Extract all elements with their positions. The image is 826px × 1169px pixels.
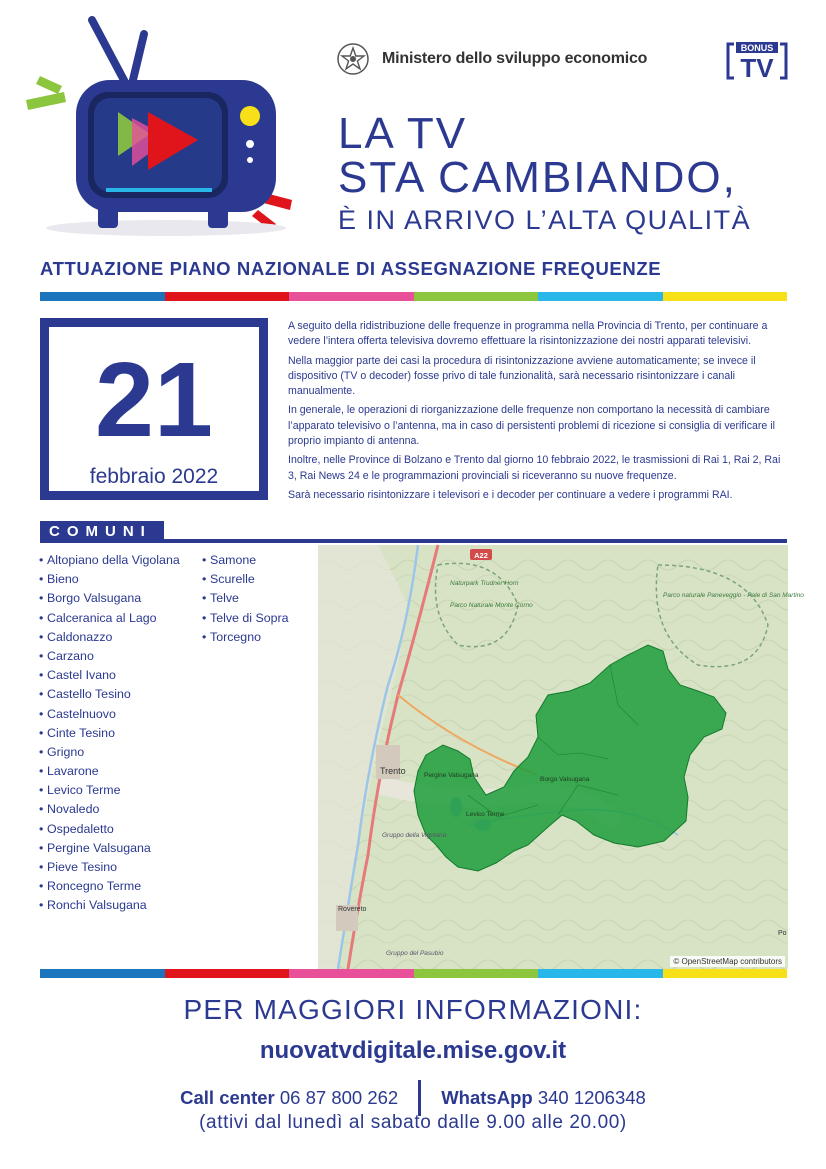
comune-item: • Ospedaletto	[39, 823, 189, 836]
bonus-small-text: BONUS	[740, 43, 774, 53]
comune-item: • Castello Tesino	[39, 688, 189, 701]
color-stripe-bottom	[40, 969, 787, 978]
comune-item: • Samone	[202, 554, 312, 567]
map-label-rovereto: Rovereto	[338, 906, 367, 913]
comune-item: • Roncegno Terme	[39, 880, 189, 893]
stripe-segment	[165, 969, 290, 978]
comuni-list-col1	[39, 554, 189, 919]
callcenter-label: Call center	[180, 1087, 275, 1108]
italian-emblem-icon	[336, 42, 370, 76]
info-paragraph: Inoltre, nelle Province di Bolzano e Trento dal giorno 10 febbraio 2022, le trasmissioni di Rai 1, Rai 2, Rai 3, Rai News 24 e le programmazioni provinciali si riceveranno su nuove frequenze.	[288, 454, 781, 482]
comune-item: • Cinte Tesino	[39, 727, 189, 740]
color-stripe-top	[40, 292, 787, 301]
headline-line3: È IN ARRIVO L’ALTA QUALITÀ	[338, 205, 752, 235]
map-label-po: Po	[778, 930, 787, 937]
map-label-borgo: Borgo Valsugana	[540, 776, 590, 783]
whatsapp-number: 340 1206348	[537, 1087, 646, 1108]
stripe-segment	[289, 292, 414, 301]
headline	[338, 109, 798, 236]
comuni-title: COMUNI	[40, 521, 164, 543]
comune-item: • Castelnuovo	[39, 708, 189, 721]
map-label-group2: Gruppo del Pasubio	[386, 950, 444, 957]
map-label-trento: Trento	[380, 766, 406, 776]
comune-item: • Ronchi Valsugana	[39, 899, 189, 912]
bonus-big-text: TV	[740, 53, 774, 83]
comune-item: • Bieno	[39, 573, 189, 586]
info-paragraph: Sarà necessario risintonizzare i televisori e i decoder per continuare a vedere i programmi RAI.	[288, 488, 733, 501]
contacts-row	[0, 1080, 826, 1116]
comune-item: • Castel Ivano	[39, 669, 189, 682]
info-paragraph: In generale, le operazioni di riorganizzazione delle frequenze non comportano la necessità di cambiare l’apparato televisivo o l’antenna, ma in caso di persistenti problemi di ricezione si consiglia di verificare il proprio impianto di antenna.	[288, 404, 775, 448]
whatsapp[interactable]	[441, 1087, 646, 1109]
stripe-segment	[663, 969, 788, 978]
comuni-list-col2	[202, 554, 312, 650]
comune-item: • Grigno	[39, 746, 189, 759]
stripe-segment	[414, 969, 539, 978]
comune-item: • Lavarone	[39, 765, 189, 778]
map-label-levico: Levico Terme	[466, 811, 505, 818]
comune-item: • Caldonazzo	[39, 631, 189, 644]
stripe-segment	[538, 292, 663, 301]
stripe-segment	[40, 292, 165, 301]
stripe-segment	[414, 292, 539, 301]
ministry-name: Ministero dello sviluppo economico	[382, 50, 648, 67]
info-paragraph: Nella maggior parte dei casi la procedura di risintonizzazione avviene automaticamente; se invece il dispositivo (TV o decoder) fosse privo di tale funzionalità, sarà necessario risintonizzare i canali manualmente.	[288, 354, 756, 398]
service-hours: (attivi dal lunedì al sabato dalle 9.00 alle 20.00)	[199, 1112, 627, 1133]
stripe-segment	[40, 969, 165, 978]
comune-item: • Telve di Sopra	[202, 612, 312, 625]
map-label-a22: A22	[474, 551, 488, 560]
info-paragraph: A seguito della ridistribuzione delle frequenze in programma nella Provincia di Trento, per continuare a vedere l’intera offerta televisiva dovremo effettuare la risintonizzazione dei nostri apparati televisivi.	[288, 320, 768, 348]
coverage-map	[318, 545, 804, 969]
comune-item: • Telve	[202, 592, 312, 605]
date-month-year: febbraio 2022	[89, 465, 219, 488]
comune-item: • Carzano	[39, 650, 189, 663]
more-info-title: PER MAGGIORI INFORMAZIONI:	[183, 994, 643, 1025]
contacts-separator	[418, 1080, 421, 1116]
headline-line1: LA TV	[338, 109, 468, 158]
callcenter[interactable]	[180, 1087, 398, 1109]
whatsapp-label: WhatsApp	[441, 1087, 533, 1108]
headline-line2: STA CAMBIANDO,	[338, 153, 737, 202]
comune-item: • Levico Terme	[39, 784, 189, 797]
callcenter-number: 06 87 800 262	[279, 1087, 399, 1108]
ministry-header	[336, 38, 666, 80]
section-title: ATTUAZIONE PIANO NAZIONALE DI ASSEGNAZIONE FREQUENZE	[40, 258, 662, 279]
comune-item: • Calceranica al Lago	[39, 612, 189, 625]
map-label-park2: Parco naturale Paneveggio - Pale di San Martino	[663, 592, 804, 599]
map-label-pergine: Pergine Valsugana	[424, 772, 479, 779]
comune-item: • Torcegno	[202, 631, 312, 644]
bonus-tv-logo	[726, 40, 788, 83]
map-label-park1: Naturpark Trudner Horn	[450, 580, 519, 587]
stripe-segment	[663, 292, 788, 301]
date-day: 21	[95, 341, 213, 459]
map-label-group1: Gruppo della Vigolana	[382, 832, 447, 839]
info-text	[288, 319, 788, 507]
stripe-segment	[165, 292, 290, 301]
comune-item: • Scurelle	[202, 573, 312, 586]
stripe-segment	[538, 969, 663, 978]
tv-illustration	[14, 14, 314, 244]
map-attribution[interactable]: © OpenStreetMap contributors	[670, 956, 785, 967]
comune-item: • Altopiano della Vigolana	[39, 554, 189, 567]
stripe-segment	[289, 969, 414, 978]
comune-item: • Novaledo	[39, 803, 189, 816]
date-box	[40, 318, 268, 500]
comune-item: • Pergine Valsugana	[39, 842, 189, 855]
map-label-park1b: Parco Naturale Monte Corno	[450, 602, 533, 609]
website-link[interactable]: nuovatvdigitale.mise.gov.it	[259, 1037, 567, 1064]
comune-item: • Borgo Valsugana	[39, 592, 189, 605]
comune-item: • Pieve Tesino	[39, 861, 189, 874]
